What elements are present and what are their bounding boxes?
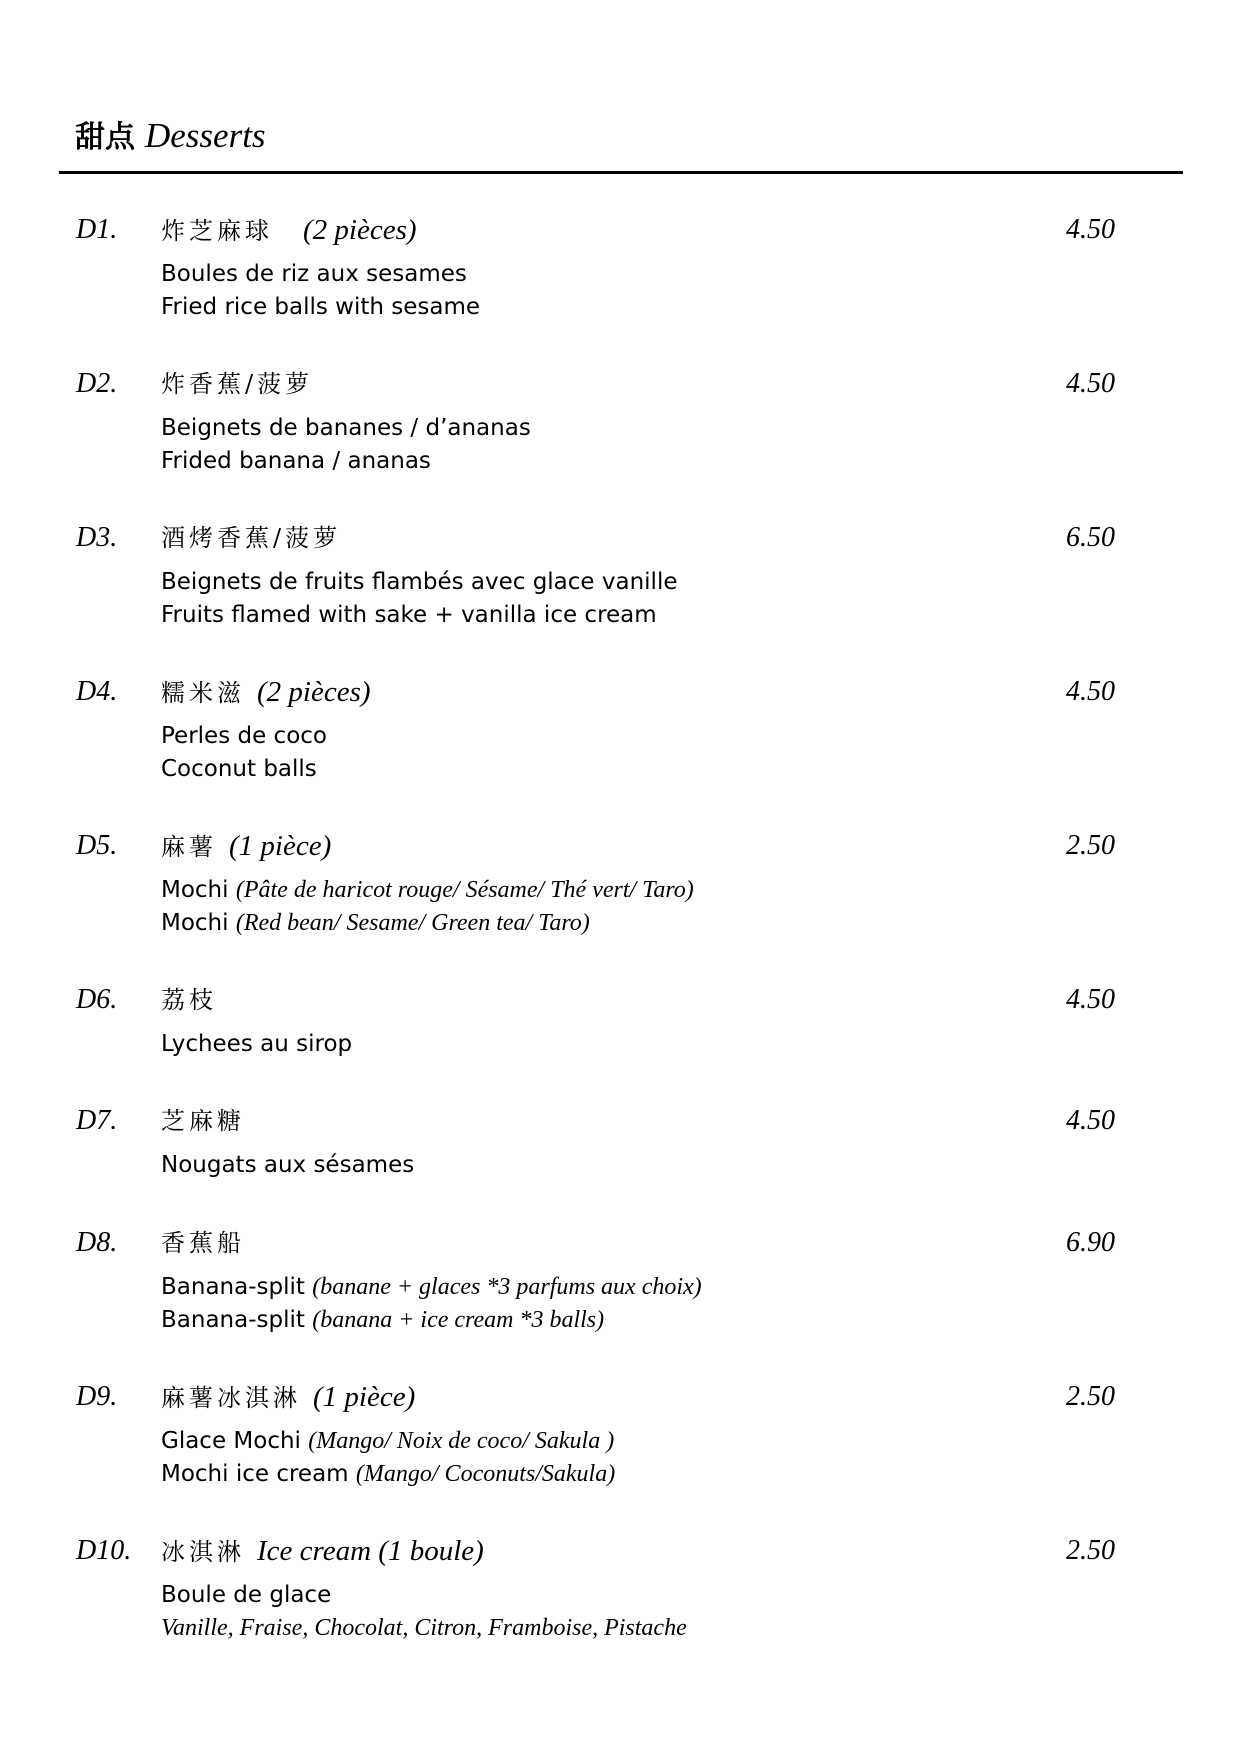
item-price: 4.50 bbox=[1066, 676, 1115, 707]
item-name-chinese: 芝麻糖 bbox=[161, 1107, 245, 1135]
item-desc-french bbox=[161, 1271, 702, 1303]
item-name-chinese: 麻薯 bbox=[161, 833, 217, 861]
menu-item bbox=[0, 983, 1241, 1123]
item-price: 6.50 bbox=[1066, 522, 1115, 553]
item-price: 4.50 bbox=[1066, 984, 1115, 1015]
header-divider bbox=[59, 171, 1183, 174]
item-desc-french bbox=[161, 874, 694, 906]
menu-item bbox=[0, 1534, 1241, 1674]
item-desc-options: (Mango/ Coconuts/Sakula) bbox=[355, 1461, 616, 1487]
menu-item bbox=[0, 213, 1241, 353]
item-desc-options: (Red bean/ Sesame/ Green tea/ Taro) bbox=[235, 910, 590, 936]
item-price: 2.50 bbox=[1066, 830, 1115, 861]
item-desc-english: Fried rice balls with sesame bbox=[161, 294, 481, 320]
item-code: D9. bbox=[76, 1381, 118, 1412]
item-desc-french: Boule de glace bbox=[161, 1582, 332, 1608]
item-desc-label: Mochi ice cream bbox=[161, 1461, 349, 1487]
item-name-chinese: 荔枝 bbox=[161, 986, 217, 1014]
item-desc-options: (banana + ice cream *3 balls) bbox=[312, 1307, 605, 1333]
item-code: D4. bbox=[76, 676, 118, 707]
item-title bbox=[161, 213, 417, 252]
item-title bbox=[161, 675, 371, 714]
page-title-chinese: 甜点 bbox=[75, 120, 135, 155]
item-price: 4.50 bbox=[1066, 1105, 1115, 1136]
item-price: 6.90 bbox=[1066, 1227, 1115, 1258]
item-desc-french: Nougats aux sésames bbox=[161, 1152, 415, 1178]
menu-item bbox=[0, 521, 1241, 661]
item-desc-english: Frided banana / ananas bbox=[161, 448, 431, 474]
item-code: D1. bbox=[76, 214, 118, 245]
item-code: D5. bbox=[76, 830, 118, 861]
item-desc-english bbox=[161, 1304, 604, 1336]
menu-item bbox=[0, 1380, 1241, 1520]
item-desc-english bbox=[161, 1458, 615, 1490]
item-code: D2. bbox=[76, 368, 118, 399]
item-title bbox=[161, 1534, 484, 1573]
menu-item bbox=[0, 675, 1241, 815]
page-title bbox=[75, 112, 266, 162]
item-code: D7. bbox=[76, 1105, 118, 1136]
item-name-chinese: 炸香蕉/菠萝 bbox=[161, 370, 314, 398]
item-code: D10. bbox=[76, 1535, 132, 1566]
menu-item bbox=[0, 367, 1241, 507]
item-title bbox=[161, 829, 331, 868]
item-title bbox=[161, 1226, 245, 1264]
item-desc-english: Fruits flamed with sake + vanilla ice cream bbox=[161, 602, 657, 628]
item-desc-options: (Mango/ Noix de coco/ Sakula ) bbox=[308, 1428, 615, 1454]
item-price: 4.50 bbox=[1066, 214, 1115, 245]
item-desc-label: Banana-split bbox=[161, 1307, 305, 1333]
item-price: 2.50 bbox=[1066, 1535, 1115, 1566]
item-note: (2 pièces) bbox=[257, 676, 371, 708]
item-desc-options: (Pâte de haricot rouge/ Sésame/ Thé vert/ Taro) bbox=[235, 877, 694, 903]
item-flavors: Vanille, Fraise, Chocolat, Citron, Framboise, Pistache bbox=[161, 1615, 687, 1641]
item-desc-label: Banana-split bbox=[161, 1274, 305, 1300]
item-desc-french: Boules de riz aux sesames bbox=[161, 261, 467, 287]
menu-item bbox=[0, 1104, 1241, 1244]
item-desc-label: Mochi bbox=[161, 877, 229, 903]
item-code: D8. bbox=[76, 1227, 118, 1258]
item-name-chinese: 酒烤香蕉/菠萝 bbox=[161, 524, 342, 552]
item-code: D6. bbox=[76, 984, 118, 1015]
item-title bbox=[161, 367, 313, 405]
item-desc-french bbox=[161, 1425, 614, 1457]
item-price: 2.50 bbox=[1066, 1381, 1115, 1412]
item-title bbox=[161, 1380, 415, 1419]
item-title bbox=[161, 983, 217, 1021]
item-title bbox=[161, 1104, 245, 1142]
item-note: Ice cream (1 boule) bbox=[257, 1535, 484, 1567]
item-desc-label: Glace Mochi bbox=[161, 1428, 301, 1454]
page-title-english: Desserts bbox=[145, 116, 266, 155]
item-desc-english bbox=[161, 907, 590, 939]
item-price: 4.50 bbox=[1066, 368, 1115, 399]
item-desc-french: Lychees au sirop bbox=[161, 1031, 353, 1057]
item-note: (1 pièce) bbox=[229, 830, 332, 862]
item-desc-french: Beignets de fruits flambés avec glace vanille bbox=[161, 569, 678, 595]
item-desc-french: Perles de coco bbox=[161, 723, 327, 749]
menu-item bbox=[0, 1226, 1241, 1366]
item-name-chinese: 麻薯冰淇淋 bbox=[161, 1384, 301, 1412]
item-note: (2 pièces) bbox=[303, 214, 417, 246]
item-desc-options: (banane + glaces *3 parfums aux choix) bbox=[312, 1274, 702, 1300]
item-name-chinese: 冰淇淋 bbox=[161, 1538, 245, 1566]
item-name-chinese: 炸芝麻球 bbox=[161, 217, 273, 245]
item-code: D3. bbox=[76, 522, 118, 553]
item-name-chinese: 香蕉船 bbox=[161, 1229, 245, 1257]
item-desc-label: Mochi bbox=[161, 910, 229, 936]
item-note: (1 pièce) bbox=[313, 1381, 416, 1413]
item-title bbox=[161, 521, 341, 559]
item-name-chinese: 糯米滋 bbox=[161, 679, 245, 707]
item-desc-french: Beignets de bananes / d’ananas bbox=[161, 415, 531, 441]
menu-item bbox=[0, 829, 1241, 969]
item-desc-english: Coconut balls bbox=[161, 756, 317, 782]
